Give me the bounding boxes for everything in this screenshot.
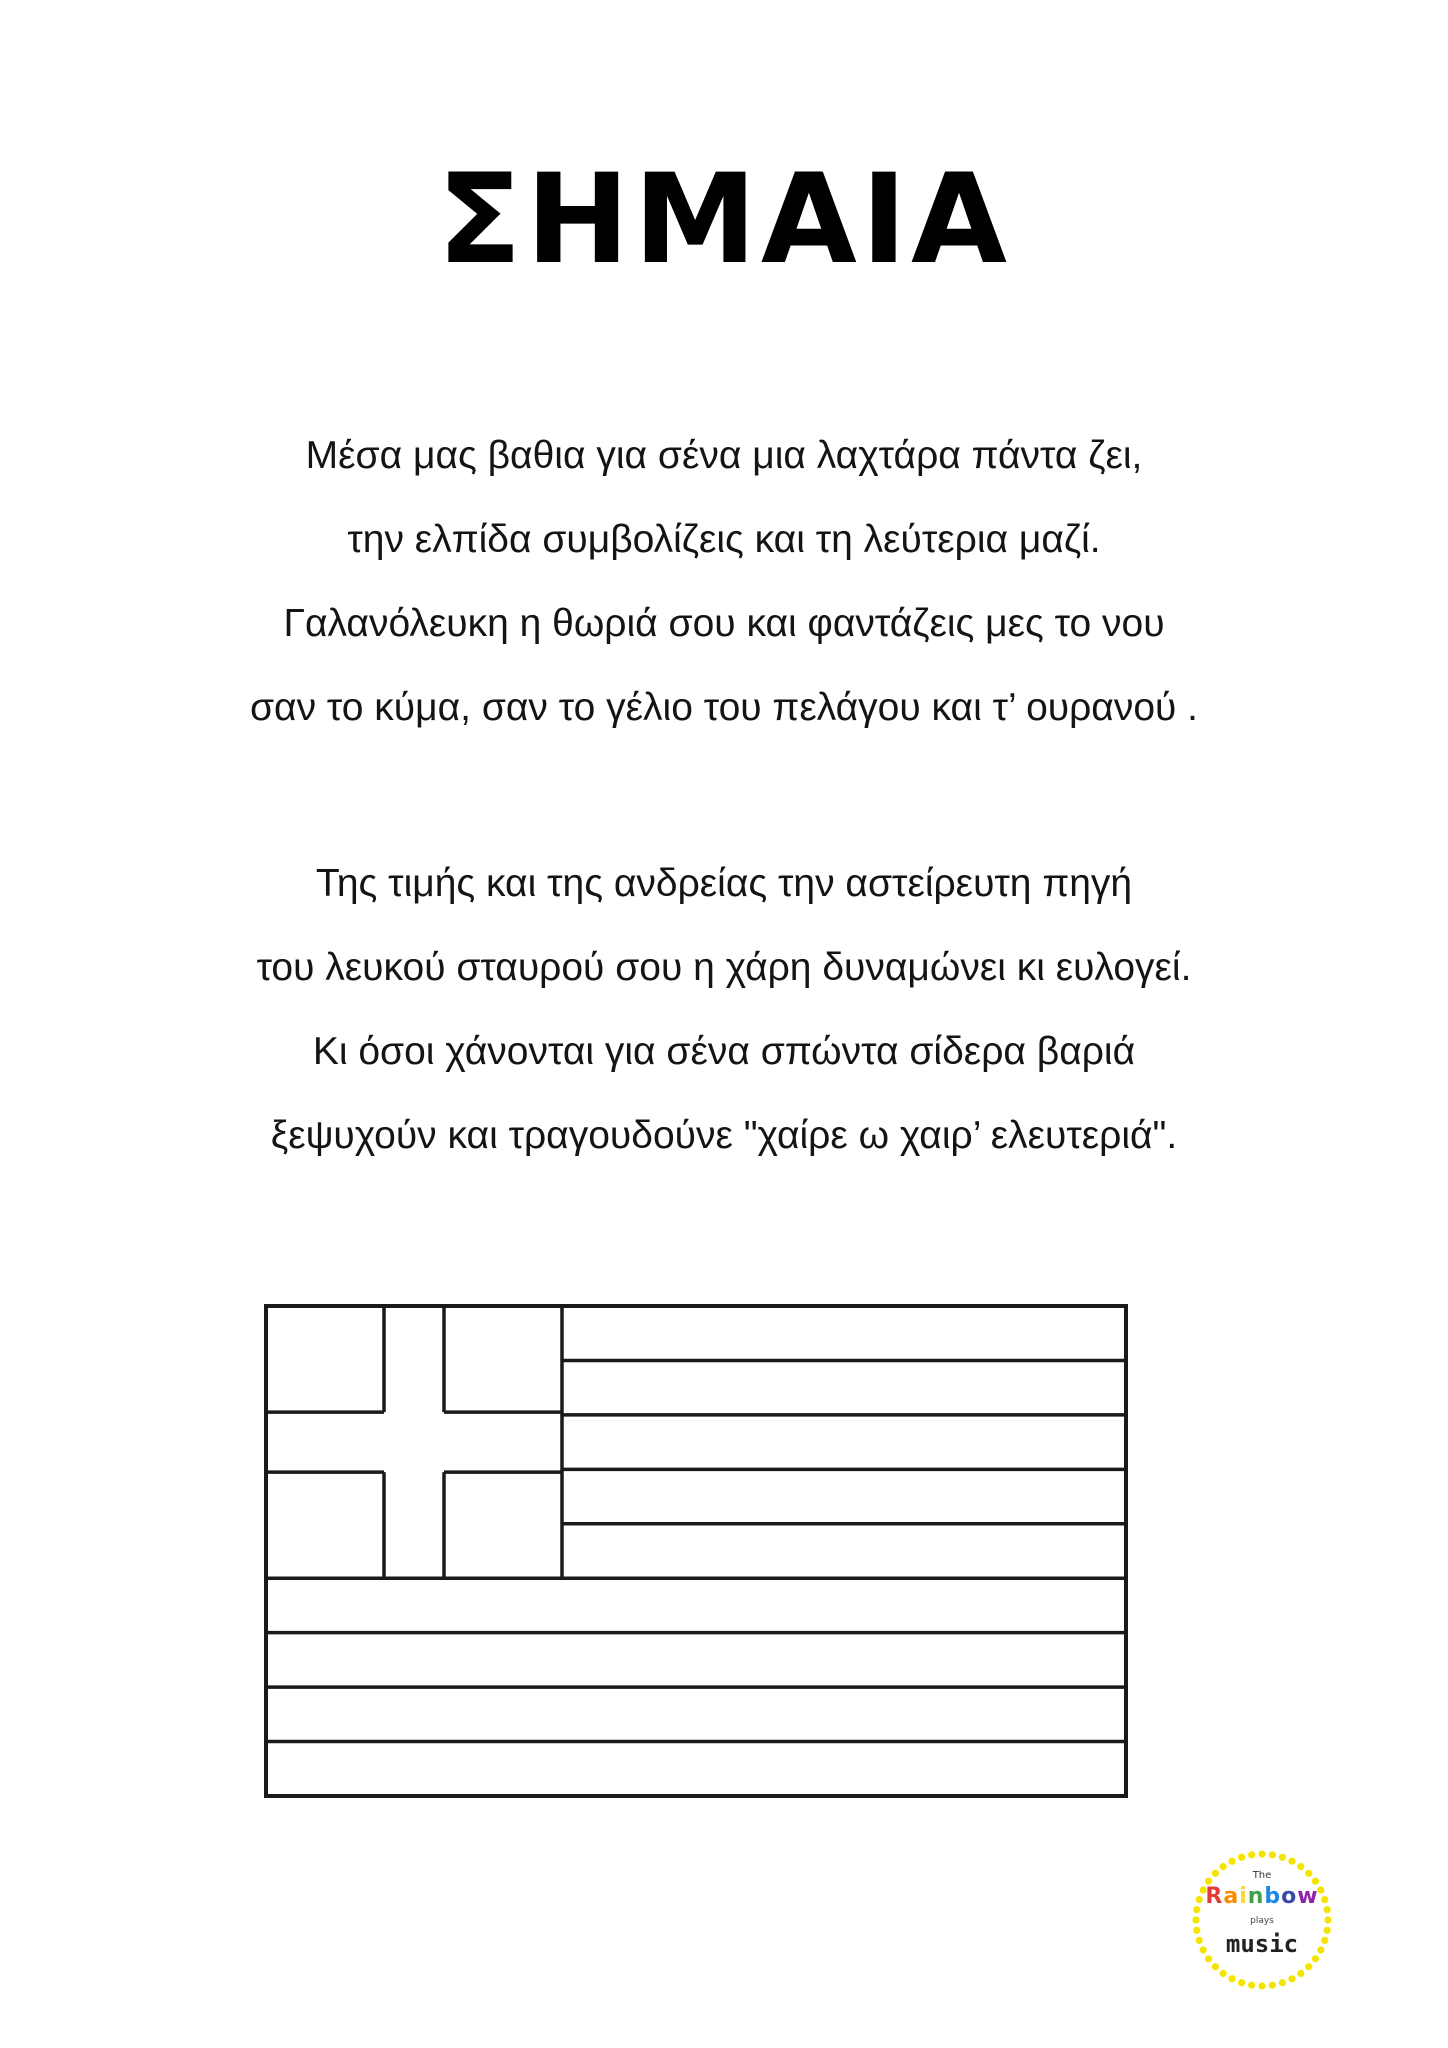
- logo-the-text: The: [1252, 1870, 1272, 1881]
- logo-dot: [1228, 1858, 1235, 1865]
- stanza-2: [0, 842, 1448, 1178]
- logo-rainbow-letter: a: [1223, 1884, 1240, 1909]
- logo-dot: [1297, 1970, 1304, 1977]
- logo-dot: [1288, 1858, 1295, 1865]
- verse-line: Της τιμής και της ανδρείας την αστείρευτη πηγή: [315, 862, 1133, 905]
- verse-line: του λευκού σταυρού σου η χάρη δυναμώνει κι ευλογεί.: [256, 946, 1192, 989]
- flag-border: [266, 1306, 1126, 1796]
- logo-plays-text: plays: [1250, 1916, 1274, 1926]
- logo-dot: [1305, 1963, 1312, 1970]
- stanza-1: [0, 414, 1448, 750]
- logo-rainbow-letter: n: [1247, 1884, 1265, 1909]
- logo-dot: [1279, 1979, 1286, 1986]
- logo-rainbow-letter: w: [1297, 1884, 1319, 1909]
- logo-dot: [1288, 1975, 1295, 1982]
- verse-line: την ελπίδα συμβολίζεις και τη λεύτερια μαζί.: [347, 518, 1101, 561]
- logo-dot: [1220, 1970, 1227, 1977]
- logo-rainbow-letter: b: [1264, 1884, 1282, 1909]
- logo-dot: [1248, 1982, 1255, 1989]
- logo-rainbow-letter: i: [1239, 1884, 1248, 1909]
- greek-flag-outline: [262, 1302, 1130, 1802]
- page-title: ΣΗΜΑΙΑ: [437, 148, 1011, 292]
- logo-music-text: music: [1225, 1930, 1299, 1958]
- verse-line: Μέσα μας βαθια για σένα μια λαχτάρα πάντα ζει,: [305, 434, 1143, 477]
- logo-dot: [1279, 1854, 1286, 1861]
- logo-dot: [1269, 1851, 1276, 1858]
- logo-dot: [1228, 1975, 1235, 1982]
- logo-dot: [1248, 1851, 1255, 1858]
- logo-dot: [1258, 1850, 1265, 1857]
- logo-dot: [1238, 1979, 1245, 1986]
- logo-rainbow-letter: o: [1281, 1884, 1298, 1909]
- logo-dot: [1238, 1854, 1245, 1861]
- rainbow-plays-music-logo: [1188, 1846, 1336, 1994]
- logo-dot: [1212, 1963, 1219, 1970]
- logo-rainbow-letter: R: [1205, 1884, 1224, 1909]
- logo-dot: [1269, 1982, 1276, 1989]
- logo-dot: [1258, 1982, 1265, 1989]
- verse-line: ξεψυχούν και τραγουδούνε "χαίρε ω χαιρ’ ελευτεριά".: [270, 1114, 1178, 1157]
- logo-rainbow-text: [1188, 1884, 1336, 1909]
- flag-drawing: [262, 1302, 1130, 1802]
- verse-line: Κι όσοι χάνονται για σένα σπώντα σίδερα βαριά: [312, 1030, 1136, 1073]
- verse-line: σαν το κύμα, σαν το γέλιο του πελάγου και τ’ ουρανού .: [249, 686, 1199, 729]
- verse-line: Γαλανόλευκη η θωριά σου και φαντάζεις μες το νου: [283, 602, 1165, 645]
